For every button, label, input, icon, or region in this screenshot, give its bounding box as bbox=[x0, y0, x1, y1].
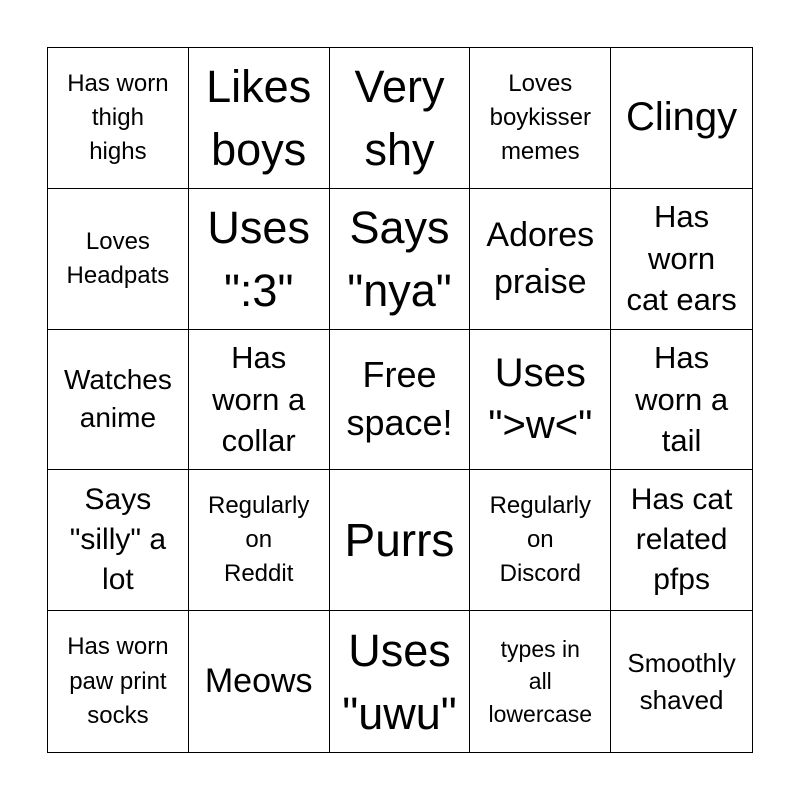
bingo-cell-r5c4 bbox=[470, 611, 611, 752]
bingo-cell-r4c2 bbox=[189, 470, 330, 611]
bingo-cell-text: Likes boys bbox=[206, 60, 312, 175]
bingo-cell-r5c2 bbox=[189, 611, 330, 752]
bingo-cell-text: Says "silly" a lot bbox=[69, 483, 167, 597]
bingo-cell-text: Meows bbox=[204, 661, 313, 700]
bingo-cell-text: Regularly on Reddit bbox=[208, 492, 310, 588]
bingo-cell-r2c4 bbox=[470, 189, 611, 330]
bingo-cell-text: Uses ":3" bbox=[207, 201, 310, 316]
bingo-cell-text: Smoothly shaved bbox=[627, 647, 736, 715]
bingo-cell-text: Says "nya" bbox=[347, 201, 452, 316]
bingo-cell-text: Has worn a tail bbox=[635, 340, 729, 459]
bingo-cell-r1c1 bbox=[48, 48, 189, 189]
bingo-cell-text: Clingy bbox=[626, 95, 738, 140]
bingo-cell-text: Has cat related pfps bbox=[630, 483, 733, 597]
bingo-cell-text: types in all lowercase bbox=[488, 635, 593, 727]
bingo-cell-text: Has worn thigh highs bbox=[67, 69, 169, 165]
bingo-cell-text: Loves Headpats bbox=[66, 227, 170, 289]
bingo-cell-text: Uses "uwu" bbox=[342, 624, 457, 739]
bingo-cell-r2c2 bbox=[189, 189, 330, 330]
bingo-cell-r1c4 bbox=[470, 48, 611, 189]
bingo-cell-text: Watches anime bbox=[63, 363, 172, 434]
bingo-cell-r3c2 bbox=[189, 330, 330, 471]
bingo-cell-text: Purrs bbox=[344, 514, 455, 567]
bingo-cell-text: Adores praise bbox=[486, 216, 595, 301]
bingo-cell-r1c3 bbox=[330, 48, 471, 189]
bingo-cell-r3c4 bbox=[470, 330, 611, 471]
bingo-cell-text: Free space! bbox=[346, 353, 453, 444]
bingo-board bbox=[47, 47, 753, 753]
bingo-cell-r3c5 bbox=[611, 330, 752, 471]
bingo-cell-r2c5 bbox=[611, 189, 752, 330]
bingo-cell-r5c5 bbox=[611, 611, 752, 752]
bingo-cell-text: Very shy bbox=[354, 60, 445, 175]
bingo-cell-r2c3 bbox=[330, 189, 471, 330]
bingo-cell-r4c3 bbox=[330, 470, 471, 611]
bingo-cell-text: Regularly on Discord bbox=[489, 492, 591, 588]
bingo-cell-r3c3 bbox=[330, 330, 471, 471]
bingo-cell-r5c3 bbox=[330, 611, 471, 752]
bingo-cell-r5c1 bbox=[48, 611, 189, 752]
bingo-cell-r2c1 bbox=[48, 189, 189, 330]
bingo-cell-r1c5 bbox=[611, 48, 752, 189]
bingo-cell-text: Uses ">w<" bbox=[488, 351, 593, 448]
bingo-cell-r4c4 bbox=[470, 470, 611, 611]
bingo-cell-r3c1 bbox=[48, 330, 189, 471]
bingo-cell-text: Has worn paw print socks bbox=[67, 633, 169, 729]
bingo-cell-r1c2 bbox=[189, 48, 330, 189]
bingo-cell-r4c1 bbox=[48, 470, 189, 611]
bingo-cell-r4c5 bbox=[611, 470, 752, 611]
bingo-cell-text: Has worn cat ears bbox=[626, 199, 737, 318]
bingo-cell-text: Has worn a collar bbox=[212, 340, 306, 459]
bingo-cell-text: Loves boykisser memes bbox=[489, 69, 591, 165]
